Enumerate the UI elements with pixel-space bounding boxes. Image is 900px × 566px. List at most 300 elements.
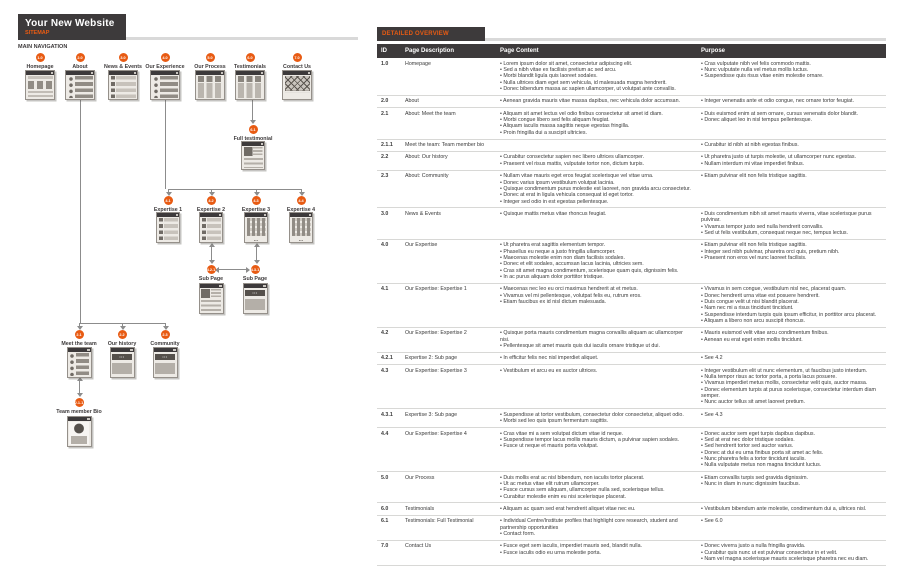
node-label: Our history [107, 340, 137, 347]
cell-content [496, 170, 697, 208]
node-badge-2.1: 2.1 [75, 330, 84, 339]
cell-id [377, 540, 401, 565]
wireframe-content [155, 353, 175, 376]
cell-content [496, 503, 697, 515]
wireframe-thumbnail-icon [110, 347, 135, 378]
wireframe-thumbnail-icon [150, 70, 180, 100]
cell-id [377, 428, 401, 472]
table-row-4.2.1 [377, 352, 886, 364]
cell-description [401, 58, 496, 95]
text-line: About [405, 98, 419, 105]
wireframe-content [238, 76, 263, 98]
cell-content [496, 208, 697, 239]
cell-id [377, 58, 401, 95]
cell-description [401, 170, 496, 208]
text-line: Expertise 2: Sub page [405, 355, 458, 362]
column-header-content: Page Content [496, 44, 697, 58]
node-badge-4.3.1: 4.3.1 [251, 265, 260, 274]
overview-title-block [377, 27, 485, 41]
bullet-line: • Vivamus tempor justo sed nulla hendrerit convallis. [701, 223, 824, 230]
cell-id [377, 365, 401, 409]
cell-content [496, 95, 697, 107]
bullet-line: • Curabitur molestie enim eu nisi scelerisque placerat. [500, 493, 627, 500]
wireframe-titlebar [109, 71, 137, 75]
bullet-line: • Curabitur quis nunc ut est pulvinar consectetur in et velit. [701, 549, 838, 556]
bullet-line: • Cras vitae mi a sem volutpat dictum vitae id neque. [500, 430, 624, 437]
cell-description [401, 108, 496, 139]
connector-line [252, 100, 253, 121]
bullet-line: • See 4.3 [701, 411, 723, 418]
node-badge-4.1: 4.1 [164, 196, 173, 205]
bullet-line: • In ac purus aliquam dolor porttitor tristique. [500, 273, 604, 280]
page-title: Your New Website [25, 18, 115, 29]
wireframe-content [68, 76, 93, 98]
table-row-4.2 [377, 327, 886, 352]
bullet-line: • Fusce eget sem iaculis, imperdiet mauris sed, blandit nulla. [500, 543, 642, 550]
connector-arrow-down [254, 260, 260, 264]
text-line: About: Community [405, 173, 449, 180]
bullet-line: • Morbi congue libero sed felis aliquam feugiat. [500, 117, 610, 124]
bullet-line: • Duis euismod enim at sem ornare, cursus venenatis dolor blandit. [701, 110, 859, 117]
node-label: Contact Us [283, 63, 311, 70]
cell-id [377, 327, 401, 352]
cell-description [401, 151, 496, 170]
connector-arrow-left [215, 267, 219, 273]
cell-id [377, 151, 401, 170]
node-badge-1.0: 1.0 [36, 53, 45, 62]
table-row-3.0 [377, 208, 886, 239]
bullet-line: • Suspendisse tempor lacus mollis mauris dictum, a pulvinar sapien sodales. [500, 436, 680, 443]
bullet-line: • Etiam faucibus ex id nisl dictum malesuada. [500, 299, 607, 305]
cell-purpose [697, 108, 886, 139]
bullet-line: • Sed at erat nec dolor tristique sodales. [701, 436, 795, 443]
node-badge-2.2: 2.2 [118, 330, 127, 339]
text-line: 4.4 [381, 430, 389, 437]
bullet-line: • Etiam convallis turpis sed gravida dignissim. [701, 474, 808, 481]
text-line: 2.1 [381, 110, 389, 117]
text-line: 3.0 [381, 210, 389, 217]
node-label: Sub Page [242, 275, 268, 282]
bullet-line: • Cras vulputate nibh vel felis commodo mattis. [701, 60, 811, 67]
cell-description [401, 95, 496, 107]
cell-description [401, 472, 496, 503]
node-badge-3.0: 3.0 [119, 53, 128, 62]
cell-description [401, 515, 496, 540]
node-label: Team member Bio [56, 408, 102, 415]
bullet-line: • Praesent vel risus mattis, vulputate tortor non, dictum turpis. [500, 160, 645, 167]
cell-purpose [697, 472, 886, 503]
bullet-line: • Sed hendrerit tortor sed auctor varius. [701, 443, 794, 450]
wireframe-titlebar [290, 213, 312, 217]
bullet-line: • Mauris euismod velit vitae arcu condimentum finibus. [701, 330, 829, 337]
wireframe-content [202, 218, 221, 241]
node-badge-4.2: 4.2 [207, 196, 216, 205]
table-row-2.2 [377, 151, 886, 170]
wireframe-thumbnail-icon [153, 347, 178, 378]
cell-purpose [697, 139, 886, 151]
node-badge-4.4: 4.4 [297, 196, 306, 205]
connector-line [168, 189, 302, 190]
text-line: 6.0 [381, 505, 389, 512]
node-badge-2.0: 2.0 [76, 53, 85, 62]
wireframe-content [247, 218, 266, 241]
bullet-line: • Suspendisse at tortor vestibulum, consectetur dolor consectetur, aliquet odio. [500, 411, 684, 418]
table-row-2.1 [377, 108, 886, 139]
cell-content [496, 472, 697, 503]
bullet-line: • Donec hendrerit urna vitae est posuere hendrerit. [701, 292, 820, 299]
bullet-line: • Integer sed odio in est egestas pellentesque. [500, 198, 609, 205]
cell-purpose [697, 95, 886, 107]
wireframe-content [198, 76, 223, 98]
node-badge-6.1: 6.1 [249, 125, 258, 134]
table-row-2.0 [377, 95, 886, 107]
table-row-2.3 [377, 170, 886, 208]
cell-description [401, 139, 496, 151]
wireframe-titlebar [66, 71, 94, 75]
cell-description [401, 428, 496, 472]
cell-purpose [697, 515, 886, 540]
node-label: News & Events [104, 63, 142, 70]
cell-content [496, 58, 697, 95]
bullet-line: • Integer vestibulum elit ut nunc elementum, ut faucibus justo interdum. [701, 367, 868, 374]
bullet-line: • Donec et elit sodales, accumsan lacus lacinia, ultricies sem. [500, 261, 644, 268]
wireframe-content [201, 289, 221, 312]
wireframe-thumbnail-icon [235, 70, 265, 100]
cell-id [377, 208, 401, 239]
bullet-line: • Nam vel magna scelerisque mauris scelerisque pharetra nec eu diam. [701, 556, 869, 562]
wireframe-titlebar [154, 348, 177, 352]
wireframe-thumbnail-icon [289, 212, 313, 243]
cell-purpose [697, 352, 886, 364]
bullet-line: • Nunc pharetra felis a tortor tincidunt iaculis. [701, 455, 806, 462]
wireframe-thumbnail-icon [282, 70, 312, 100]
bullet-line: • Fusce ut neque et mauris porta volutpat. [500, 443, 599, 450]
bullet-line: • Aliquam a libero non arcu suscipit rhoncus. [701, 318, 806, 325]
bullet-line: • Nulla vulputate metus non magna tincidunt luctus. [701, 462, 822, 469]
bullet-line: • Nullam vitae mauris eget eros feugiat scelerisque vel vitae urna. [500, 173, 654, 180]
wireframe-thumbnail-icon [243, 283, 268, 314]
node-badge-4.0: 4.0 [161, 53, 170, 62]
text-line: Testimonials: Full Testimonial [405, 518, 474, 525]
bullet-line: • Donec elementum turpis at purus scelerisque, consectetur interdum diam semper. [701, 386, 876, 400]
page-subtitle: SITEMAP [25, 30, 50, 36]
bullet-line: • Aliquam iaculis massa sagittis neque egestas fringilla. [500, 123, 630, 130]
cell-id [377, 472, 401, 503]
table-row-4.0 [377, 239, 886, 283]
cell-purpose [697, 151, 886, 170]
node-label: Our Process [194, 63, 226, 70]
cell-description [401, 365, 496, 409]
bullet-line: • Ut pharetra justo ut turpis molestie, ut ullamcorper nunc egestas. [701, 154, 856, 161]
bullet-line: • Vestibulum et arcu eu ex auctor ultrices. [500, 367, 598, 374]
node-label: Testimonials [234, 63, 266, 70]
bullet-line: • Nulla tempor risus ac tortor porta, a porta lacus posuere. [701, 374, 837, 381]
connector-arrow-down [77, 393, 83, 397]
table-header-row [377, 44, 886, 58]
wireframe-titlebar [111, 348, 134, 352]
cell-content [496, 365, 697, 409]
bullet-line: • Lorem ipsum dolor sit amet, consectetur adipiscing elit. [500, 60, 633, 67]
bullet-line: • Integer venenatis ante et odio congue, nec ornare tortor feugiat. [701, 98, 854, 105]
detailed-overview-table [377, 44, 886, 566]
cell-id [377, 409, 401, 428]
cell-content [496, 283, 697, 327]
text-line: About: Our history [405, 154, 448, 161]
connector-line [219, 269, 247, 270]
wireframe-thumbnail-icon [195, 70, 225, 100]
bullet-line: • Individual Centre/Institute profiles that highlight core research, student and partnership opportunities [500, 518, 678, 531]
cell-description [401, 409, 496, 428]
bullet-line: • Vivamus imperdiet metus mollis, consectetur velit quis, auctor massa. [701, 380, 868, 387]
sitemap-title-block [18, 14, 126, 40]
text-line: Contact Us [405, 543, 432, 550]
wireframe-titlebar [68, 417, 91, 421]
wireframe-titlebar [236, 71, 264, 75]
bullet-line: • Donec bibendum massa ac sapien ullamcorper, ut volutpat ante convallis. [500, 86, 676, 93]
cell-description [401, 327, 496, 352]
cell-content [496, 409, 697, 428]
wireframe-content [159, 218, 178, 241]
connector-line [165, 100, 166, 189]
text-line: 2.3 [381, 173, 389, 180]
cell-id [377, 108, 401, 139]
wireframe-titlebar [200, 284, 223, 288]
bullet-line: • Donec at dui eu urna finibus porta sit amet ac felis. [701, 449, 824, 456]
bullet-line: • See 6.0 [701, 518, 723, 525]
node-badge-4.3: 4.3 [252, 196, 261, 205]
overview-title: DETAILED OVERVIEW [382, 31, 449, 37]
node-label: Expertise 3 [241, 206, 271, 213]
cell-id [377, 170, 401, 208]
node-badge-2.3: 2.3 [161, 330, 170, 339]
main-navigation-label: MAIN NAVIGATION [18, 44, 68, 50]
cell-purpose [697, 428, 886, 472]
wireframe-titlebar [196, 71, 224, 75]
cell-description [401, 283, 496, 327]
text-line: Our Expertise: Expertise 3 [405, 367, 467, 374]
bullet-line: • Duis condimentum nibh sit amet mauris viverra, vitae scelerisque purus pulvinar. [701, 210, 872, 224]
text-line: About: Meet the team [405, 110, 456, 117]
table-row-4.3 [377, 365, 886, 409]
cell-id [377, 283, 401, 327]
bullet-line: • Donec viverra justo a nulla fringilla gravida. [701, 543, 806, 550]
node-badge-2.1.1: 2.1.1 [75, 398, 84, 407]
text-line: 6.1 [381, 518, 389, 525]
text-line: 5.0 [381, 474, 389, 481]
bullet-line: • Nunc vulputate nulla vel metus mollis luctus. [701, 67, 809, 74]
wireframe-content [111, 76, 136, 98]
wireframe-thumbnail-icon [25, 70, 55, 100]
cell-content [496, 239, 697, 283]
node-label: Meet the team [61, 340, 97, 347]
column-header-description: Page Description [401, 44, 496, 58]
wireframe-content [69, 422, 89, 445]
node-label: Expertise 1 [153, 206, 183, 213]
bullet-line: • Nunc auctor tellus sit amet laoreet pretium. [701, 399, 806, 406]
bullet-line: • Praesent non eros vel nunc laoreet facilisis. [701, 254, 807, 261]
bullet-line: • Vivamus vel mi pellentesque, volutpat felis eu, rutrum eros. [500, 292, 642, 299]
bullet-line: • Contact form. [500, 530, 536, 537]
cell-purpose [697, 327, 886, 352]
bullet-line: • Nullam interdum mi vitae imperdiet finibus. [701, 160, 805, 167]
connector-arrow-down [250, 120, 256, 124]
bullet-line: • Suspendisse quis risus vitae enim molestie ornare. [701, 73, 824, 80]
table-row-2.1.1 [377, 139, 886, 151]
table-row-6.0 [377, 503, 886, 515]
table-row-1.0 [377, 58, 886, 95]
node-badge-7.0: 7.0 [293, 53, 302, 62]
cell-purpose [697, 239, 886, 283]
bullet-line: • Aliquam sit amet lectus vel odio finibus consectetur sit amet id diam. [500, 110, 663, 117]
text-line: 4.3 [381, 367, 389, 374]
bullet-line: • Etiam pulvinar elit non felis tristique sagittis. [701, 242, 807, 249]
bullet-line: • Morbi sed leo quis ipsum fermentum sagittis. [500, 418, 609, 425]
bullet-line: • Maecenas nec leo eu orci maximus hendrerit at et metus. [500, 286, 638, 293]
wireframe-thumbnail-icon [199, 212, 223, 243]
node-label: Homepage [26, 63, 54, 70]
table-row-7.0 [377, 540, 886, 565]
node-label: Our Experience [145, 63, 185, 70]
node-label: Expertise 4 [286, 206, 316, 213]
bullet-line: • Sed a nibh vitae ex facilisis pretium ac sed arcu. [500, 67, 617, 74]
bullet-line: • Nam nec mi a risus tincidunt tincidunt. [701, 305, 794, 312]
bullet-line: • Etiam pulvinar elit non felis tristique sagittis. [701, 173, 807, 180]
bullet-line: • Pellentesque sit amet mauris quis dui iaculis ornare tristique ut dui. [500, 343, 660, 350]
connector-line [256, 247, 257, 261]
wireframe-titlebar [68, 348, 91, 352]
text-line: Expertise 3: Sub page [405, 411, 458, 418]
text-line: Our Expertise: Expertise 2 [405, 330, 467, 337]
wireframe-titlebar [200, 213, 222, 217]
text-line: Our Expertise: Expertise 1 [405, 286, 467, 293]
bullet-line: • Duis mollis erat ac nisl bibendum, non iaculis tortor placerat. [500, 474, 645, 481]
wireframe-titlebar [151, 71, 179, 75]
bullet-line: • Donec aliquet leo in nisl tempus pellentesque. [701, 117, 813, 124]
bullet-line: • Ut ac metus vitae elit rutrum ullamcorper. [500, 480, 600, 487]
bullet-line: • Suspendisse interdum turpis quis ipsum efficitur, in porttitor arcu placerat. [701, 311, 877, 318]
text-line: 2.1.1 [381, 142, 393, 149]
cell-id [377, 239, 401, 283]
cell-id [377, 95, 401, 107]
bullet-line: • Aenean gravida mauris vitae massa dapibus, nec vehicula dolor accumsan. [500, 98, 680, 105]
node-label: Full testimonial [233, 135, 273, 142]
column-header-purpose: Purpose [697, 44, 886, 58]
cell-description [401, 239, 496, 283]
bullet-line: • Cras sit amet magna condimentum, scelerisque quam quis, dignissim felis. [500, 267, 679, 274]
text-line: 4.1 [381, 286, 389, 293]
wireframe-content [292, 218, 311, 241]
bullet-line: • Quisque porta mauris condimentum magna convallis aliquam ac ullamcorper nisi. [500, 330, 683, 343]
wireframe-titlebar [244, 284, 267, 288]
text-line: 4.3.1 [381, 411, 393, 418]
text-line: Our Process [405, 474, 435, 481]
cell-purpose [697, 58, 886, 95]
bullet-line: • In efficitur felis nec nisl imperdiet aliquet. [500, 355, 599, 362]
text-line: 4.0 [381, 242, 389, 249]
bullet-line: • Aliquam ac quam sed erat hendrerit aliquet vitae nec eu. [500, 505, 636, 512]
wireframe-titlebar [242, 142, 264, 146]
text-line: Homepage [405, 60, 431, 67]
wireframe-titlebar [245, 213, 267, 217]
cell-id [377, 515, 401, 540]
bullet-line: • Nunc in diam in nunc dignissim faucibus. [701, 480, 801, 487]
column-header-id: ID [377, 44, 401, 58]
bullet-line: • Quisque condimentum purus molestie est laoreet, non gravida arcu consectetur. [500, 185, 691, 192]
cell-purpose [697, 170, 886, 208]
wireframe-content [153, 76, 178, 98]
bullet-line: • Donec auctor sem eget turpis dapibus dapibus. [701, 430, 816, 437]
bullet-line: • See 4.2 [701, 355, 723, 362]
cell-content [496, 327, 697, 352]
table-row-6.1 [377, 515, 886, 540]
cell-id [377, 139, 401, 151]
bullet-line: • Integer sed nibh pulvinar, pharetra orci quis, pretium nibh. [701, 248, 840, 255]
bullet-line: • Morbi blandit ligula quis laoreet sodales. [500, 73, 598, 80]
cell-content [496, 428, 697, 472]
node-label: Community [150, 340, 180, 347]
cell-content [496, 540, 697, 565]
table-row-5.0 [377, 472, 886, 503]
bullet-line: • Nulla ultrices diam eget sem vehicula, id malesuada magna hendrerit. [500, 79, 667, 86]
bullet-line: • Duis congue velit ut nisi blandit placerat. [701, 299, 799, 305]
text-line: 7.0 [381, 543, 389, 550]
wireframe-content [112, 353, 132, 376]
bullet-line: • Donec at erat in ligula vehicula consequat id eget tortor. [500, 192, 634, 199]
cell-purpose [697, 540, 886, 565]
wireframe-thumbnail-icon [241, 141, 265, 170]
table-row-4.3.1 [377, 409, 886, 428]
cell-content [496, 352, 697, 364]
bullet-line: • Phasellus eu neque a justo fringilla ullamcorper. [500, 248, 616, 255]
node-badge-4.2.1: 4.2.1 [207, 265, 216, 274]
text-line: 2.0 [381, 98, 389, 105]
node-badge-5.0: 5.0 [206, 53, 215, 62]
wireframe-thumbnail-icon [199, 283, 224, 314]
wireframe-titlebar [157, 213, 179, 217]
wireframe-content [28, 76, 53, 98]
wireframe-titlebar [26, 71, 54, 75]
connector-arrow-up [254, 243, 260, 247]
wireframe-thumbnail-icon [67, 416, 92, 447]
connector-line [80, 100, 81, 323]
text-line: 1.0 [381, 60, 389, 67]
wireframe-thumbnail-icon [108, 70, 138, 100]
cell-description [401, 540, 496, 565]
cell-content [496, 151, 697, 170]
text-line: 2.2 [381, 154, 389, 161]
text-line: 4.2.1 [381, 355, 393, 362]
bullet-line: • Fusce cursus sem aliquam, ullamcorper nulla sed, scelerisque tellus. [500, 487, 665, 494]
cell-id [377, 352, 401, 364]
cell-description [401, 503, 496, 515]
bullet-line: • Donec varius ipsum vestibulum volutpat lacinia. [500, 179, 615, 186]
wireframe-content [244, 147, 263, 168]
cell-content [496, 515, 697, 540]
cell-purpose [697, 208, 886, 239]
bullet-line: • Ut pharetra erat sagittis elementum tempor. [500, 242, 606, 249]
connector-arrow-up [209, 243, 215, 247]
wireframe-thumbnail-icon [65, 70, 95, 100]
bullet-line: • Maecenas molestie enim non diam facilisis sodales. [500, 254, 625, 261]
bullet-line: • Curabitur consectetur sapien nec libero ultrices ullamcorper. [500, 154, 645, 161]
bullet-line: • Quisque mattis metus vitae rhoncus feugiat. [500, 210, 607, 217]
cell-purpose [697, 503, 886, 515]
wireframe-thumbnail-icon [156, 212, 180, 243]
bullet-line: • Aenean eu erat eget enim mollis tincidunt. [701, 336, 803, 343]
table-row-4.4 [377, 428, 886, 472]
wireframe-titlebar [283, 71, 311, 75]
bullet-line: • Fusce iaculis odio eu urna molestie porta. [500, 549, 602, 556]
